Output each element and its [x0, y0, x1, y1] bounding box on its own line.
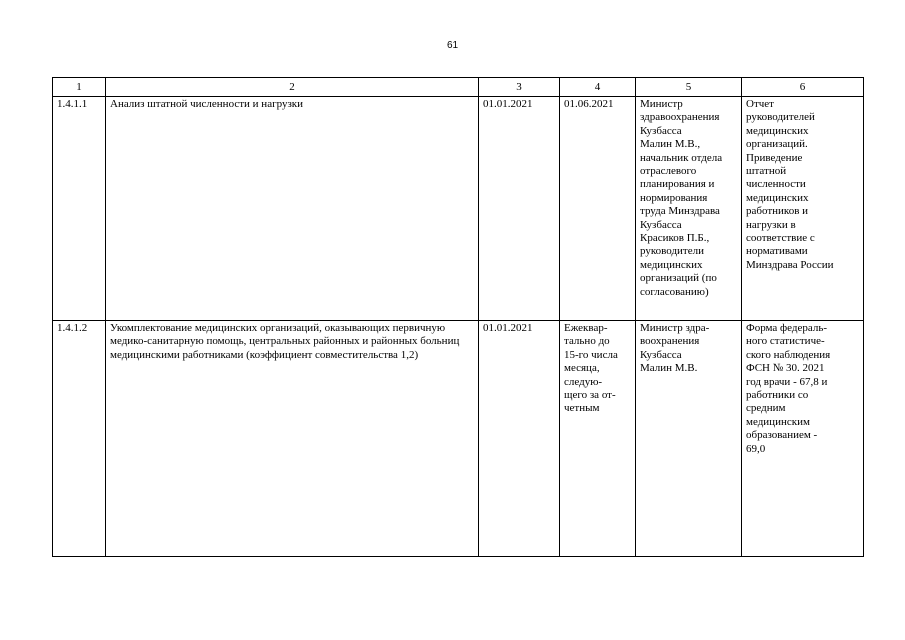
- end-date-line: месяца,: [564, 362, 600, 375]
- result-line: медицинским: [746, 415, 810, 428]
- header-cell: 6: [742, 78, 864, 97]
- responsible-cell: [636, 97, 742, 321]
- responsible-line: медицинских: [640, 258, 703, 271]
- start-date: 01.01.2021: [479, 321, 560, 557]
- result-line: Минздрава России: [746, 258, 834, 271]
- result-line: Приведение: [746, 151, 803, 164]
- result-line: нагрузки в: [746, 218, 796, 231]
- responsible-line: Министр: [640, 98, 683, 110]
- result-line: Отчет: [746, 98, 774, 110]
- result-line: 69,0: [746, 442, 766, 455]
- result-line: соответствие с: [746, 232, 815, 245]
- task-description: Укомплектование медицинских организаций, оказывающих первичную медико-санитарную помощь, центральных районных и районных больниц медицинскими работниками (коэффициент совместительства 1,2): [106, 321, 479, 557]
- header-cell: 2: [106, 78, 479, 97]
- item-number: 1.4.1.1: [53, 97, 106, 321]
- result-line: штатной: [746, 165, 787, 178]
- end-date-cell: [560, 97, 636, 321]
- responsible-line: Красиков П.Б.,: [640, 232, 710, 245]
- end-date-line: Ежеквар-: [564, 322, 608, 334]
- result-line: нормативами: [746, 245, 808, 258]
- responsible-line: Министр здра-: [640, 322, 710, 334]
- responsible-line: согласованию): [640, 285, 709, 298]
- responsible-line: Малин М.В.: [640, 362, 698, 375]
- result-line: численности: [746, 178, 806, 191]
- end-date-line: 01.06.2021: [564, 98, 614, 110]
- responsible-line: организаций (по: [640, 272, 717, 285]
- result-cell: [742, 97, 864, 321]
- table-row: [53, 321, 864, 557]
- responsible-line: Кузбасса: [640, 124, 682, 137]
- responsible-line: отраслевого: [640, 165, 697, 178]
- result-line: образованием -: [746, 429, 818, 442]
- end-date-cell: [560, 321, 636, 557]
- header-cell: 3: [479, 78, 560, 97]
- end-date-line: тально до: [564, 335, 610, 348]
- end-date-line: 15-го числа: [564, 348, 618, 361]
- result-line: ного статистиче-: [746, 335, 825, 348]
- result-line: год врачи - 67,8 и: [746, 375, 828, 388]
- page-number: 61: [446, 40, 459, 51]
- end-date-line: четным: [564, 402, 600, 415]
- responsible-line: Малин М.В.,: [640, 138, 701, 151]
- responsible-line: Кузбасса: [640, 348, 682, 361]
- result-cell: [742, 321, 864, 557]
- end-date-line: щего за от-: [564, 389, 616, 402]
- responsible-line: труда Минздрава: [640, 205, 720, 218]
- result-line: ского наблюдения: [746, 348, 831, 361]
- end-date-line: следую-: [564, 375, 603, 388]
- result-line: работники со: [746, 389, 809, 402]
- header-cell: 1: [53, 78, 106, 97]
- start-date: 01.01.2021: [479, 97, 560, 321]
- item-number: 1.4.1.2: [53, 321, 106, 557]
- result-line: медицинских: [746, 191, 809, 204]
- responsible-cell: [636, 321, 742, 557]
- responsible-line: начальник отдела: [640, 151, 723, 164]
- header-cell: 4: [560, 78, 636, 97]
- responsible-line: руководители: [640, 245, 704, 258]
- responsible-line: здравоохранения: [640, 111, 720, 124]
- result-line: медицинских: [746, 124, 809, 137]
- result-line: ФСН № 30. 2021: [746, 362, 825, 375]
- responsible-line: воохранения: [640, 335, 700, 348]
- responsible-line: Кузбасса: [640, 218, 682, 231]
- result-line: руководителей: [746, 111, 815, 124]
- table-row: [53, 97, 864, 321]
- header-cell: 5: [636, 78, 742, 97]
- result-line: Форма федераль-: [746, 322, 828, 334]
- responsible-line: планирования и: [640, 178, 715, 191]
- result-line: средним: [746, 402, 786, 415]
- table-header-row: [53, 78, 864, 97]
- result-line: организаций.: [746, 138, 808, 151]
- task-description: Анализ штатной численности и нагрузки: [106, 97, 479, 321]
- plan-table: [52, 77, 864, 557]
- responsible-line: нормирования: [640, 191, 708, 204]
- result-line: работников и: [746, 205, 809, 218]
